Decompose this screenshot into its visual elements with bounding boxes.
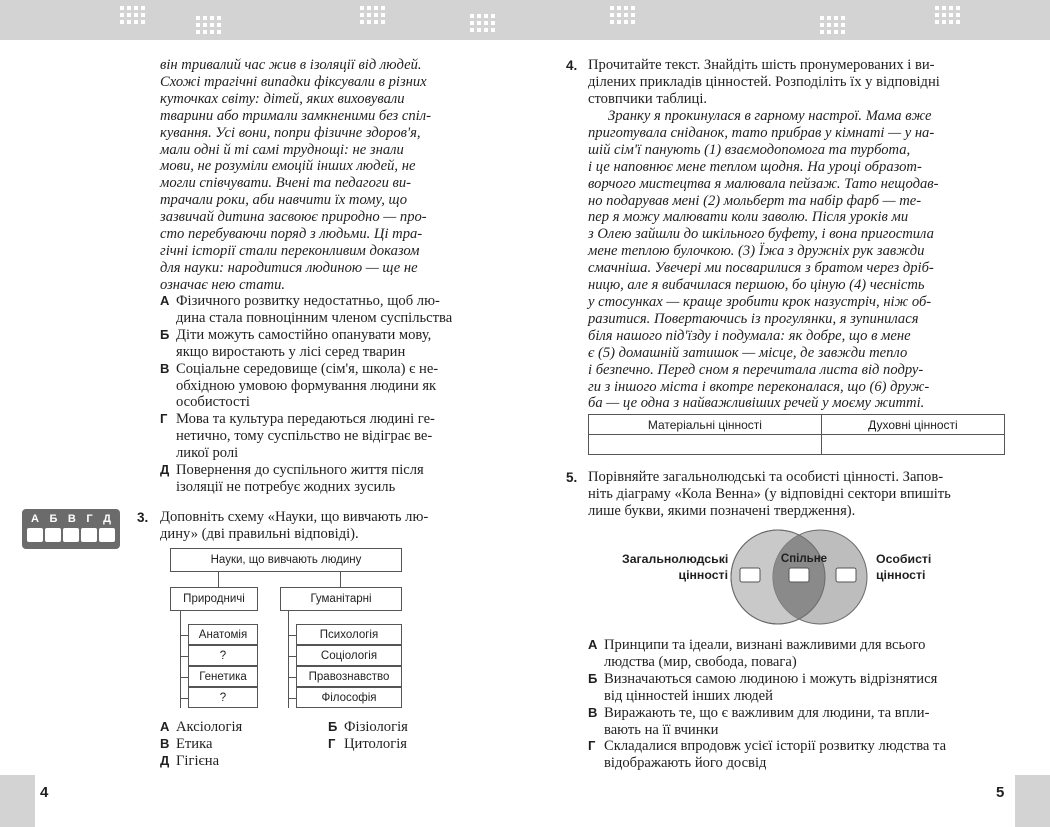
option-g: Г Цитологія — [328, 735, 407, 752]
connector — [288, 656, 296, 657]
connector — [180, 656, 188, 657]
option-b: Б Діти можуть самостійно опанувати мову, якщо виростають у лісі серед тварин — [160, 326, 432, 360]
text-line: ги з іншого міста і вкотре переконалася, що (6) друж- — [588, 378, 930, 395]
answer-letter: Б — [49, 513, 58, 525]
ornament-pattern — [610, 6, 635, 24]
text-line: ба — це одна з найважливіших речей у моєму житті. — [588, 395, 925, 412]
table-cell-spiritual[interactable] — [821, 435, 1004, 455]
text-line: є (5) домашній затишок — місце, де завжди тепло — [588, 344, 908, 361]
scheme-item-blank[interactable]: ? — [188, 687, 258, 708]
q3-options-col2 — [328, 719, 478, 753]
scheme-item-philosophy: Філософія — [296, 687, 402, 708]
option-d: Д Гігієна — [160, 752, 220, 769]
table-cell-material[interactable] — [589, 435, 822, 455]
connector — [340, 572, 341, 587]
scheme-item-blank[interactable]: ? — [188, 645, 258, 666]
values-table — [588, 414, 1005, 455]
ornament-pattern — [470, 14, 495, 32]
text-line: мене теплою булочкою. (3) Їжа з дружніх рук завжди — [588, 243, 925, 260]
scheme-item-law: Правознавство — [296, 666, 402, 687]
text-line: могли співчувати. Вчені та педагоги ви- — [160, 175, 412, 192]
text-line: мали одні й ті самі труднощі: не знали — [160, 141, 404, 158]
option-v: В Виражають те, що є важливим для людини, та впли- вають на її вчинки — [588, 704, 930, 738]
answer-checkbox[interactable] — [27, 528, 43, 542]
text-line: зазвичай дитина засвоює природно — про- — [160, 209, 427, 226]
answer-checkbox[interactable] — [81, 528, 97, 542]
venn-diagram — [720, 528, 900, 628]
option-v: В Етика — [160, 735, 213, 752]
answer-checkbox[interactable] — [45, 528, 61, 542]
scheme-natural-sciences: Природничі — [170, 587, 258, 611]
text-line: для науки: народитися людиною — ще не — [160, 259, 418, 276]
text-line: но подарував мені (2) мольберт та набір фарб — те- — [588, 192, 922, 209]
connector — [288, 698, 296, 699]
ornament-pattern — [196, 16, 221, 34]
connector — [180, 611, 181, 708]
text-line: з Олею зайшли до шкільного буфету, і вона пригостила — [588, 226, 934, 243]
option-a: А Принципи та ідеали, визнані важливими для всього людства (мир, свобода, повага) — [588, 637, 926, 670]
connector — [218, 572, 219, 587]
answer-checkbox[interactable] — [63, 528, 79, 542]
q4-prompt: Прочитайте текст. Знайдіть шість пронумерованих і ви- ділених прикладів цінностей. Розподіліть їх у відповідні стовпчики таблиці. — [588, 57, 940, 107]
option-d: Д Повернення до суспільного життя після ізоляції не потребує жодних зусиль — [160, 462, 424, 495]
scheme-item-psychology: Психологія — [296, 624, 402, 645]
question-number: 3. — [137, 510, 149, 525]
connector — [180, 698, 188, 699]
answer-letter: Г — [86, 513, 93, 525]
top-decorative-band — [0, 0, 1050, 40]
text-line: кування. Усі вони, попри фізичне здоров'я, — [160, 124, 421, 141]
connector — [288, 677, 296, 678]
text-line: ворчого мистецтва я малювала пейзаж. Тато нещодав- — [588, 175, 939, 192]
text-line: трачали роки, аби навчити їх тому, що — [160, 192, 408, 209]
answer-letter: В — [67, 513, 76, 525]
left-corner-tab — [0, 775, 35, 827]
option-b: Б Фізіологія — [328, 719, 408, 735]
option-v: В Соціальне середовище (сім'я, школа) є не- обхідною умовою формування людини як особистості — [160, 360, 439, 411]
page-number-right: 5 — [996, 784, 1005, 801]
option-g: Г Складалися впродовж усієї історії розвитку людства та відображають його досвід — [588, 738, 947, 772]
text-line: шій сім'ї панують (1) взаємодопомога та турбота, — [588, 141, 911, 158]
text-line: сто перебуваючи поряд з людьми. Ці тра- — [160, 226, 423, 243]
scheme-item-anatomy: Анатомія — [188, 624, 258, 645]
scheme-item-sociology: Соціологія — [296, 645, 402, 666]
continued-story-text — [160, 57, 484, 294]
text-line: смачніша. Увечері ми посварилися з братом через дріб- — [588, 260, 934, 277]
text-line: разитися. Повертаючись із прогулянки, я зупинилася — [588, 310, 919, 327]
connector — [180, 677, 188, 678]
option-g: Г Мова та культура передаються людині ге- нетично, тому суспільство не відіграє ве- ликої ролі — [160, 411, 435, 462]
venn-right-label: Особисті цінності — [876, 552, 932, 582]
q2-options — [160, 293, 484, 496]
scheme-root: Науки, що вивчають людину — [170, 548, 402, 572]
table-header-material: Матеріальні цінності — [589, 415, 822, 435]
text-line: куточках світу: дітей, яких виховували — [160, 90, 405, 107]
answer-letter: А — [31, 513, 39, 525]
q5-options — [588, 637, 1005, 772]
q3-options-col1 — [160, 719, 330, 770]
text-line: у стосунках — краще зробити крок назустріч, ніж об- — [588, 293, 932, 310]
text-line: означає нею стати. — [160, 276, 286, 293]
question-number: 4. — [566, 58, 578, 73]
ornament-pattern — [360, 6, 385, 24]
ornament-pattern — [935, 6, 960, 24]
question-number: 5. — [566, 470, 578, 485]
venn-center-label: Спільне — [780, 553, 828, 565]
answer-checkbox[interactable] — [99, 528, 115, 542]
text-line: Зранку я прокинулася в гарному настрої. Мама вже — [608, 108, 932, 124]
venn-center-answer-box[interactable] — [789, 568, 809, 582]
text-line: мови, не розуміли емоцій інших людей, не — [160, 158, 416, 175]
right-corner-tab — [1015, 775, 1050, 827]
connector — [180, 635, 188, 636]
text-line: і це наповнює мене теплом щодня. На уроці образот- — [588, 158, 922, 175]
text-line: і безпечно. Перед сном я перечитала листа від подру- — [588, 361, 924, 378]
venn-left-label: Загальнолюдські цінності — [622, 552, 729, 582]
text-line: пер я можу малювати коли заволю. Після уроків ми — [588, 209, 909, 226]
connector — [288, 635, 296, 636]
option-a: А Фізичного розвитку недостатньо, щоб лю- дина стала повноцінним членом суспільства — [160, 293, 453, 326]
text-line: біля нашого під'їзду і подумала: як добре, що в мене — [588, 327, 911, 344]
q4-story-text — [588, 108, 1005, 412]
ornament-pattern — [120, 6, 145, 24]
text-line: Схожі трагічні випадки фіксували в різних — [160, 73, 427, 90]
text-line: гічні історії стали переконливим доказом — [160, 242, 420, 259]
option-b: Б Визначаються самою людиною і можуть відрізнятися від цінностей інших людей — [588, 670, 938, 704]
q3-prompt: Доповніть схему «Науки, що вивчають лю- дину» (дві правильні відповіді). — [160, 509, 429, 542]
page-number-left: 4 — [40, 784, 49, 801]
answer-letter: Д — [103, 513, 111, 525]
q5-prompt: Порівняйте загальнолюдські та особисті цінності. Запов- ніть діаграму «Кола Венна» (у відповідні сектори впишіть лише букви, якими позначені твердження). — [588, 469, 951, 519]
answer-grid — [22, 509, 120, 549]
option-a: А Аксіологія — [160, 719, 243, 735]
scheme-item-genetics: Генетика — [188, 666, 258, 687]
scheme-humanities: Гуманітарні — [280, 587, 402, 611]
venn-left-answer-box[interactable] — [740, 568, 760, 582]
connector — [288, 611, 289, 708]
text-line: ницю, але я вибачилася першою, бо ціную (4) чесність — [588, 277, 925, 294]
table-header-spiritual: Духовні цінності — [821, 415, 1004, 435]
text-line: тварини або тримали замкненими без спіл- — [160, 107, 431, 124]
text-line: він тривалий час жив в ізоляції від людей. — [160, 57, 422, 73]
ornament-pattern — [820, 16, 845, 34]
venn-right-answer-box[interactable] — [836, 568, 856, 582]
text-line: приготувала сніданок, тато прибрав у кімнаті — у на- — [588, 124, 935, 141]
